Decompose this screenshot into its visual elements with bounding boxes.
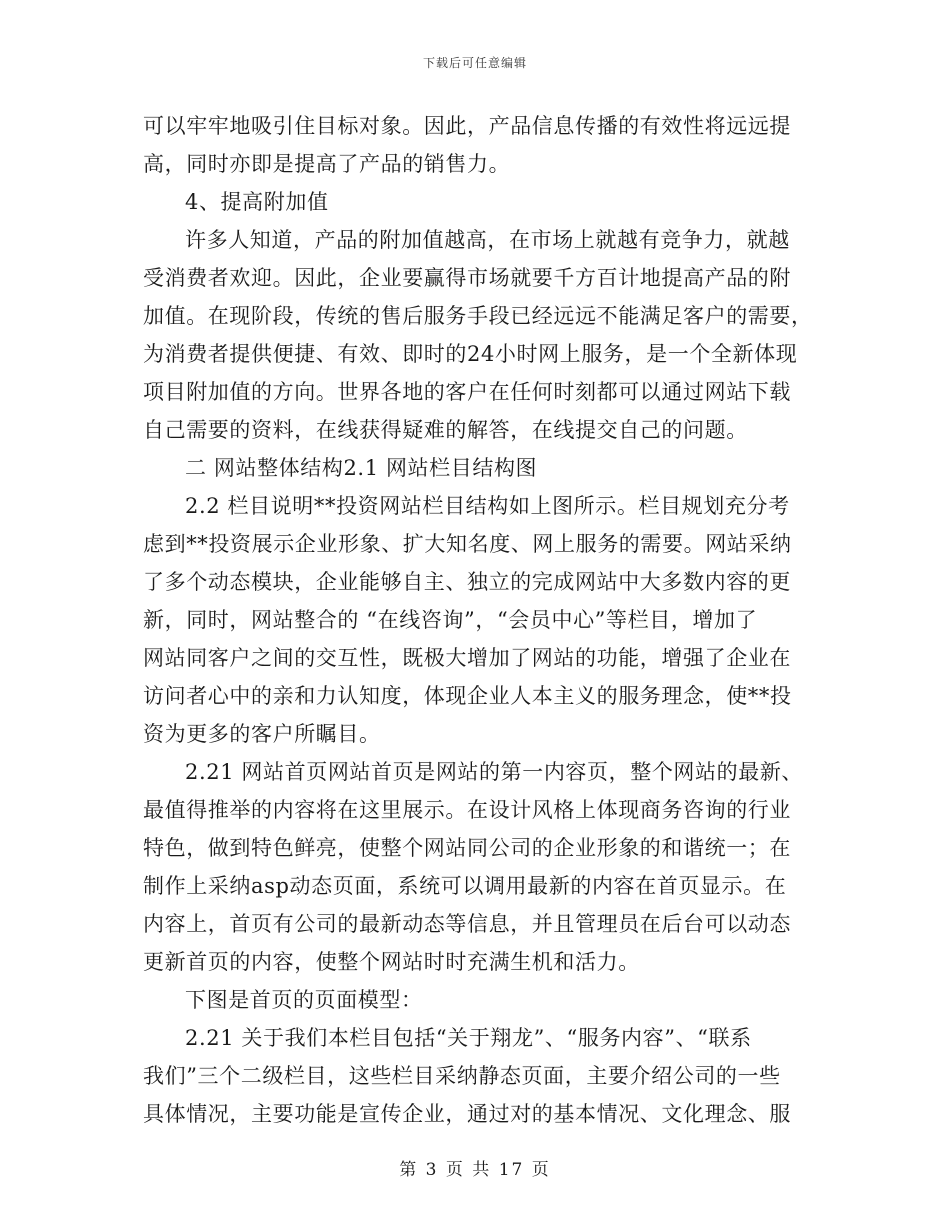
text-line-23: 更新首页的内容，使整个网站时时充满生机和活力。 bbox=[143, 950, 640, 974]
section-heading-value-added: 4、提高附加值 bbox=[185, 190, 329, 214]
text-line-1: 可以牢牢地吸引住目标对象。因此，产品信息传播的有效性将远远提 bbox=[143, 114, 791, 138]
text-line-18: 2.21 网站首页网站首页是网站的第一内容页，整个网站的最新、 bbox=[185, 760, 804, 784]
text-line-21: 制作上采纳asp动态页面，系统可以调用最新的内容在首页显示。在 bbox=[143, 874, 787, 898]
text-line-12: 虑到**投资展示企业形象、扩大知名度、网上服务的需要。网站采纳 bbox=[143, 532, 792, 556]
text-line-2: 高，同时亦即是提高了产品的销售力。 bbox=[143, 152, 511, 176]
text-line-27: 具体情况，主要功能是宣传企业，通过对的基本情况、文化理念、服 bbox=[143, 1102, 791, 1126]
text-line-14: 新，同时，网站整合的 “在线咨询”，“会员中心”等栏目，增加了 bbox=[143, 608, 758, 632]
text-line-16: 访问者心中的亲和力认知度，体现企业人本主义的服务理念，使**投 bbox=[143, 684, 792, 708]
text-line-7: 为消费者提供便捷、有效、即时的24小时网上服务，是一个全新体现 bbox=[143, 342, 798, 366]
text-line-25: 2.21 关于我们本栏目包括“关于翔龙”、“服务内容”、“联系 bbox=[185, 1026, 752, 1050]
text-line-22: 内容上，首页有公司的最新动态等信息，并且管理员在后台可以动态 bbox=[143, 912, 791, 936]
text-line-8: 项目附加值的方向。世界各地的客户在任何时刻都可以通过网站下载 bbox=[143, 380, 791, 404]
text-line-24: 下图是首页的页面模型： bbox=[185, 988, 423, 1012]
document-body bbox=[143, 107, 811, 1133]
text-line-13: 了多个动态模块，企业能够自主、独立的完成网站中大多数内容的更 bbox=[143, 570, 791, 594]
page-number-footer: 第 3 页 共 17 页 bbox=[399, 1160, 551, 1180]
text-line-5: 受消费者欢迎。因此，企业要赢得市场就要千方百计地提高产品的附 bbox=[143, 266, 791, 290]
text-line-6: 加值。在现阶段，传统的售后服务手段已经远远不能满足客户的需要， bbox=[143, 304, 813, 328]
text-line-9: 自己需要的资料，在线获得疑难的解答，在线提交自己的问题。 bbox=[143, 418, 748, 442]
section-heading-site-structure: 二 网站整体结构2.1 网站栏目结构图 bbox=[185, 456, 538, 480]
text-line-17: 资为更多的客户所瞩目。 bbox=[143, 722, 381, 746]
text-line-20: 特色，做到特色鲜亮，使整个网站同公司的企业形象的和谐统一；在 bbox=[143, 836, 791, 860]
text-line-4: 许多人知道，产品的附加值越高，在市场上就越有竞争力，就越 bbox=[185, 228, 790, 252]
text-line-15: 网站同客户之间的交互性，既极大增加了网站的功能，增强了企业在 bbox=[143, 646, 791, 670]
text-line-26: 我们”三个二级栏目，这些栏目采纳静态页面，主要介绍公司的一些 bbox=[143, 1064, 781, 1088]
text-line-19: 最值得推举的内容将在这里展示。在设计风格上体现商务咨询的行业 bbox=[143, 798, 791, 822]
text-line-11: 2.2 栏目说明**投资网站栏目结构如上图所示。栏目规划充分考 bbox=[185, 494, 790, 518]
page-header: 下载后可任意编辑 bbox=[422, 56, 527, 70]
